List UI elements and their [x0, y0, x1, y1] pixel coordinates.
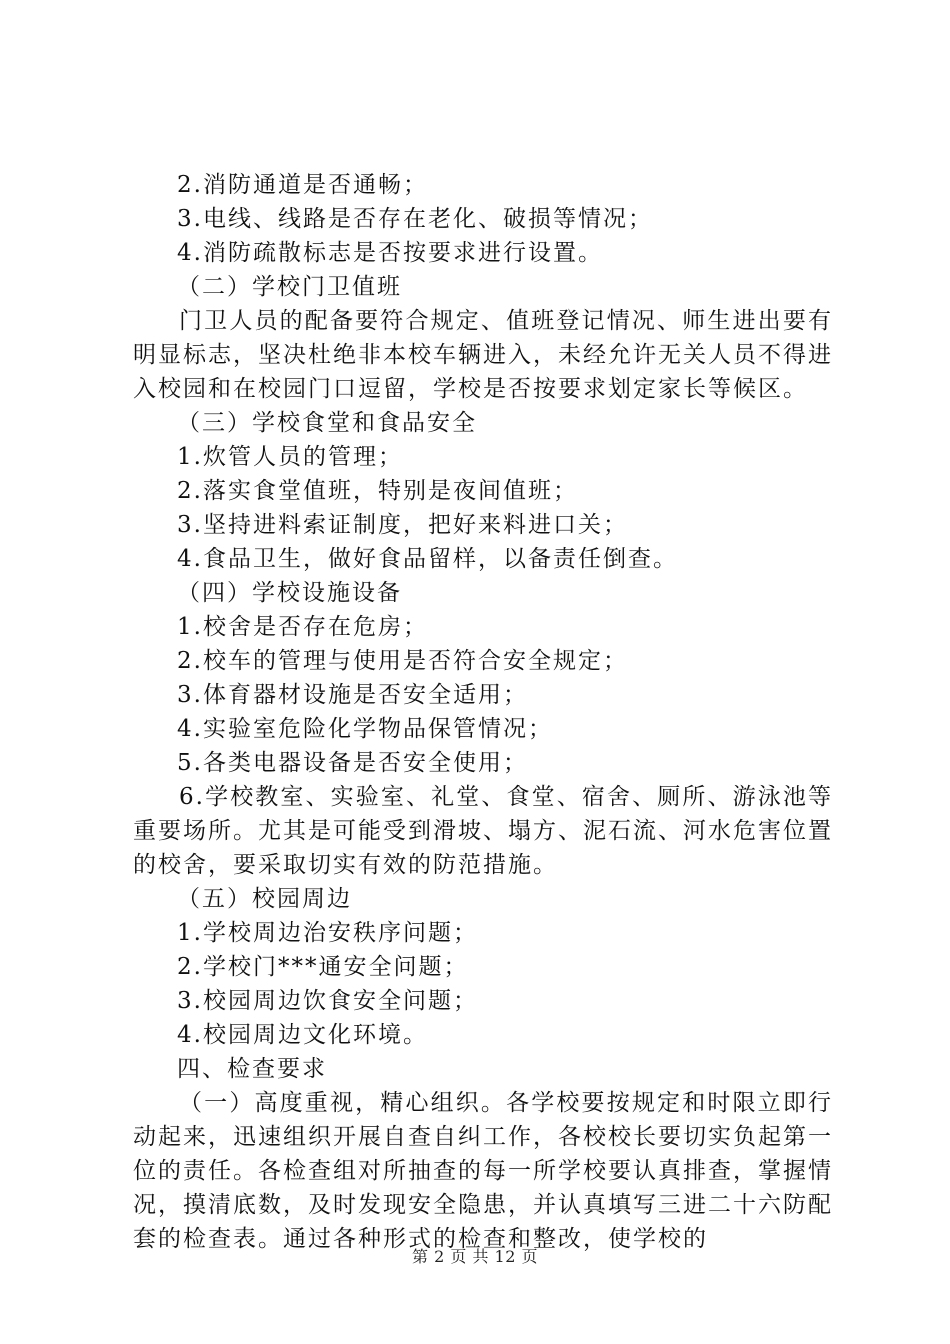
page-number-footer: 第 2 页 共 12 页: [412, 1247, 538, 1266]
text-line: 2.学校门***通安全问题；: [177, 954, 469, 980]
text-line: 3.电线、线路是否存在老化、破损等情况；: [177, 206, 653, 232]
section-heading: （三）学校食堂和食品安全: [177, 410, 477, 436]
document-body: [133, 168, 833, 1256]
section-heading: （五）校园周边: [177, 886, 352, 912]
paragraph: 6.学校教室、实验室、礼堂、食堂、宿舍、厕所、游泳池等重要场所。尤其是可能受到滑坡、塌方、泥石流、河水危害位置的校舍，要采取切实有效的防范措施。: [133, 784, 833, 878]
section-heading: 四、检查要求: [177, 1056, 327, 1082]
text-line: 3.体育器材设施是否安全适用；: [177, 682, 528, 708]
text-line: 3.坚持进料索证制度，把好来料进口关；: [177, 512, 628, 538]
text-line: 1.学校周边治安秩序问题；: [177, 920, 478, 946]
text-line: 1.炊管人员的管理；: [177, 444, 403, 470]
text-line: 4.消防疏散标志是否按要求进行设置。: [177, 240, 603, 266]
paragraph: （一）高度重视，精心组织。各学校要按规定和时限立即行动起来，迅速组织开展自查自纠工作，各校校长要切实负起第一位的责任。各检查组对所抽查的每一所学校要认真排查，掌握情况，摸清底数，及时发现安全隐患，并认真填写三进二十六防配套的检查表。通过各种形式的检查和整改，使学校的: [133, 1090, 833, 1252]
section-heading: （四）学校设施设备: [177, 580, 402, 606]
paragraph: 门卫人员的配备要符合规定、值班登记情况、师生进出要有明显标志，坚决杜绝非本校车辆进入，未经允许无关人员不得进入校园和在校园门口逗留，学校是否按要求划定家长等候区。: [133, 308, 833, 402]
text-line: 2.校车的管理与使用是否符合安全规定；: [177, 648, 628, 674]
section-heading: （二）学校门卫值班: [177, 274, 402, 300]
text-line: 2.消防通道是否通畅；: [177, 172, 428, 198]
text-line: 4.校园周边文化环境。: [177, 1022, 428, 1048]
text-line: 2.落实食堂值班，特别是夜间值班；: [177, 478, 578, 504]
text-line: 3.校园周边饮食安全问题；: [177, 988, 478, 1014]
text-line: 4.食品卫生，做好食品留样，以备责任倒查。: [177, 546, 678, 572]
text-line: 5.各类电器设备是否安全使用；: [177, 750, 528, 776]
text-line: 4.实验室危险化学物品保管情况；: [177, 716, 553, 742]
text-line: 1.校舍是否存在危房；: [177, 614, 428, 640]
